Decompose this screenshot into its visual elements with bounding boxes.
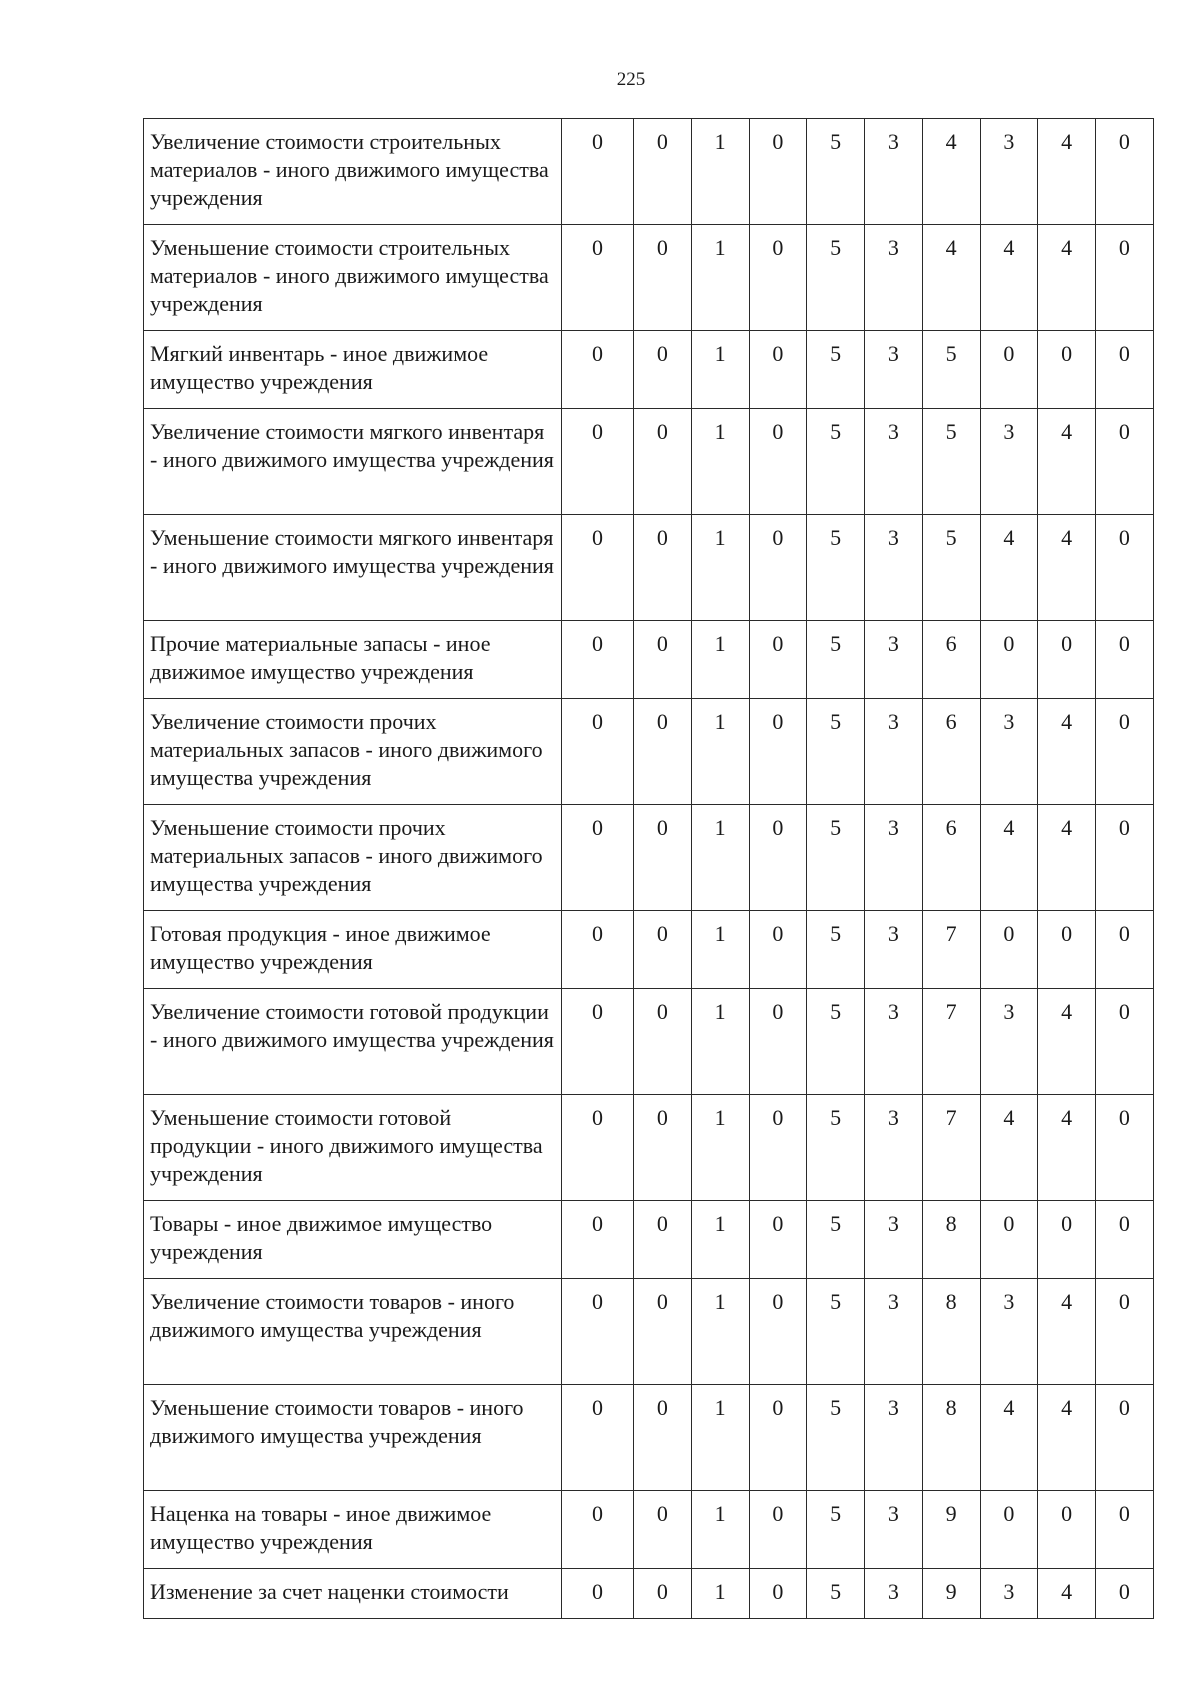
table-row <box>144 119 1154 225</box>
page-number: 225 <box>616 69 646 90</box>
row-name: Товары - иное движимое имущество учреждения <box>144 1201 562 1279</box>
code-digit: 5 <box>807 515 865 621</box>
table-row <box>144 1569 1154 1619</box>
code-digit: 0 <box>749 119 807 225</box>
code-digit: 1 <box>691 911 749 989</box>
code-digit: 3 <box>865 1201 923 1279</box>
code-digit: 0 <box>1096 699 1154 805</box>
code-digit: 0 <box>1096 621 1154 699</box>
code-digit: 5 <box>807 621 865 699</box>
table-row <box>144 1491 1154 1569</box>
code-digit: 0 <box>980 621 1038 699</box>
code-digit: 0 <box>980 1491 1038 1569</box>
code-digit: 0 <box>749 515 807 621</box>
code-digit: 1 <box>691 805 749 911</box>
code-digit: 3 <box>980 699 1038 805</box>
code-digit: 5 <box>807 1385 865 1491</box>
code-digit: 1 <box>691 225 749 331</box>
code-digit: 0 <box>562 409 634 515</box>
code-digit: 5 <box>807 1279 865 1385</box>
code-digit: 0 <box>634 1491 692 1569</box>
row-name: Уменьшение стоимости строительных материалов - иного движимого имущества учреждения <box>144 225 562 331</box>
code-digit: 5 <box>807 911 865 989</box>
code-digit: 4 <box>1038 1095 1096 1201</box>
code-digit: 0 <box>749 989 807 1095</box>
code-digit: 1 <box>691 621 749 699</box>
code-digit: 8 <box>922 1279 980 1385</box>
code-digit: 5 <box>807 409 865 515</box>
row-name: Увеличение стоимости строительных материалов - иного движимого имущества учреждения <box>144 119 562 225</box>
code-digit: 0 <box>634 331 692 409</box>
code-digit: 0 <box>562 805 634 911</box>
code-digit: 1 <box>691 1491 749 1569</box>
code-digit: 5 <box>807 1095 865 1201</box>
row-name: Увеличение стоимости мягкого инвентаря - иного движимого имущества учреждения <box>144 409 562 515</box>
code-digit: 1 <box>691 1385 749 1491</box>
code-digit: 1 <box>691 1279 749 1385</box>
table-row <box>144 621 1154 699</box>
code-digit: 6 <box>922 805 980 911</box>
code-digit: 0 <box>562 1491 634 1569</box>
code-digit: 1 <box>691 331 749 409</box>
code-digit: 0 <box>634 119 692 225</box>
code-digit: 4 <box>1038 989 1096 1095</box>
code-digit: 4 <box>922 119 980 225</box>
code-digit: 0 <box>1096 225 1154 331</box>
code-digit: 0 <box>749 911 807 989</box>
code-digit: 3 <box>980 1569 1038 1619</box>
table-row <box>144 1095 1154 1201</box>
code-digit: 7 <box>922 989 980 1095</box>
code-digit: 3 <box>980 989 1038 1095</box>
code-digit: 0 <box>634 515 692 621</box>
code-digit: 7 <box>922 1095 980 1201</box>
code-digit: 0 <box>749 805 807 911</box>
row-name: Наценка на товары - иное движимое имущество учреждения <box>144 1491 562 1569</box>
code-digit: 0 <box>1038 331 1096 409</box>
code-digit: 5 <box>807 989 865 1095</box>
row-name: Увеличение стоимости прочих материальных запасов - иного движимого имущества учреждения <box>144 699 562 805</box>
code-digit: 3 <box>865 699 923 805</box>
code-digit: 4 <box>1038 119 1096 225</box>
code-digit: 3 <box>865 621 923 699</box>
code-digit: 0 <box>634 1095 692 1201</box>
code-digit: 0 <box>1096 1095 1154 1201</box>
code-digit: 0 <box>634 699 692 805</box>
code-digit: 3 <box>865 1095 923 1201</box>
code-digit: 3 <box>865 331 923 409</box>
code-digit: 3 <box>865 119 923 225</box>
code-digit: 1 <box>691 409 749 515</box>
table-row <box>144 331 1154 409</box>
row-name: Уменьшение стоимости готовой продукции - иного движимого имущества учреждения <box>144 1095 562 1201</box>
table-row <box>144 409 1154 515</box>
code-digit: 0 <box>1038 1491 1096 1569</box>
code-digit: 0 <box>1096 911 1154 989</box>
code-digit: 0 <box>562 1095 634 1201</box>
code-digit: 0 <box>1096 409 1154 515</box>
table-row <box>144 1385 1154 1491</box>
code-digit: 3 <box>865 989 923 1095</box>
code-digit: 4 <box>980 225 1038 331</box>
code-digit: 0 <box>1038 621 1096 699</box>
code-digit: 1 <box>691 699 749 805</box>
code-digit: 0 <box>749 1491 807 1569</box>
code-digit: 0 <box>634 805 692 911</box>
code-digit: 0 <box>980 1201 1038 1279</box>
code-digit: 0 <box>562 119 634 225</box>
code-digit: 4 <box>1038 699 1096 805</box>
row-name: Готовая продукция - иное движимое имущество учреждения <box>144 911 562 989</box>
code-digit: 0 <box>562 331 634 409</box>
code-digit: 0 <box>749 331 807 409</box>
code-digit: 0 <box>634 409 692 515</box>
row-name: Уменьшение стоимости мягкого инвентаря - иного движимого имущества учреждения <box>144 515 562 621</box>
code-digit: 0 <box>1096 1385 1154 1491</box>
code-digit: 9 <box>922 1569 980 1619</box>
code-digit: 0 <box>1038 1201 1096 1279</box>
code-digit: 3 <box>980 1279 1038 1385</box>
code-digit: 0 <box>634 989 692 1095</box>
code-digit: 0 <box>562 225 634 331</box>
code-digit: 7 <box>922 911 980 989</box>
code-digit: 3 <box>865 911 923 989</box>
code-digit: 1 <box>691 989 749 1095</box>
code-digit: 5 <box>922 409 980 515</box>
code-digit: 4 <box>980 1095 1038 1201</box>
code-digit: 0 <box>1096 119 1154 225</box>
code-digit: 4 <box>1038 515 1096 621</box>
code-digit: 0 <box>634 225 692 331</box>
code-digit: 3 <box>980 119 1038 225</box>
code-digit: 0 <box>634 1569 692 1619</box>
code-digit: 8 <box>922 1385 980 1491</box>
code-digit: 6 <box>922 621 980 699</box>
code-digit: 5 <box>807 225 865 331</box>
row-name: Уменьшение стоимости прочих материальных запасов - иного движимого имущества учреждения <box>144 805 562 911</box>
code-digit: 5 <box>807 1569 865 1619</box>
code-digit: 5 <box>807 699 865 805</box>
row-name: Уменьшение стоимости товаров - иного движимого имущества учреждения <box>144 1385 562 1491</box>
code-digit: 5 <box>807 805 865 911</box>
code-digit: 0 <box>634 1279 692 1385</box>
code-digit: 4 <box>980 1385 1038 1491</box>
code-digit: 0 <box>1096 331 1154 409</box>
code-digit: 5 <box>807 1491 865 1569</box>
code-digit: 1 <box>691 1095 749 1201</box>
code-digit: 0 <box>1096 515 1154 621</box>
table-row <box>144 515 1154 621</box>
code-digit: 0 <box>634 621 692 699</box>
code-digit: 0 <box>749 1385 807 1491</box>
code-digit: 0 <box>749 621 807 699</box>
code-digit: 3 <box>865 515 923 621</box>
code-digit: 4 <box>980 515 1038 621</box>
code-digit: 4 <box>1038 805 1096 911</box>
code-digit: 0 <box>562 1279 634 1385</box>
table-row <box>144 911 1154 989</box>
code-digit: 0 <box>1096 1569 1154 1619</box>
row-name: Изменение за счет наценки стоимости <box>144 1569 562 1619</box>
code-digit: 0 <box>980 911 1038 989</box>
code-digit: 0 <box>1096 805 1154 911</box>
code-digit: 3 <box>865 805 923 911</box>
table-row <box>144 805 1154 911</box>
code-digit: 0 <box>634 911 692 989</box>
code-digit: 9 <box>922 1491 980 1569</box>
code-digit: 0 <box>562 621 634 699</box>
code-digit: 0 <box>562 515 634 621</box>
code-digit: 4 <box>1038 1279 1096 1385</box>
code-digit: 4 <box>1038 225 1096 331</box>
code-digit: 1 <box>691 119 749 225</box>
table-row <box>144 225 1154 331</box>
code-digit: 0 <box>1096 1491 1154 1569</box>
code-digit: 0 <box>1096 1279 1154 1385</box>
code-digit: 0 <box>562 989 634 1095</box>
code-digit: 3 <box>865 1279 923 1385</box>
code-digit: 4 <box>980 805 1038 911</box>
code-digit: 0 <box>749 1569 807 1619</box>
code-digit: 0 <box>980 331 1038 409</box>
code-digit: 3 <box>865 409 923 515</box>
table-row <box>144 989 1154 1095</box>
code-digit: 3 <box>865 225 923 331</box>
code-digit: 0 <box>749 225 807 331</box>
code-digit: 1 <box>691 1569 749 1619</box>
code-digit: 3 <box>865 1385 923 1491</box>
code-digit: 1 <box>691 1201 749 1279</box>
table-row <box>144 1279 1154 1385</box>
code-digit: 6 <box>922 699 980 805</box>
code-digit: 0 <box>1038 911 1096 989</box>
code-digit: 0 <box>749 1201 807 1279</box>
code-digit: 5 <box>922 515 980 621</box>
code-digit: 0 <box>562 1569 634 1619</box>
row-name: Увеличение стоимости товаров - иного движимого имущества учреждения <box>144 1279 562 1385</box>
code-digit: 0 <box>749 409 807 515</box>
account-codes-table <box>143 118 1154 1619</box>
code-digit: 4 <box>1038 409 1096 515</box>
code-digit: 4 <box>922 225 980 331</box>
code-digit: 3 <box>865 1491 923 1569</box>
code-digit: 0 <box>749 1095 807 1201</box>
code-digit: 3 <box>865 1569 923 1619</box>
code-digit: 0 <box>562 1385 634 1491</box>
code-digit: 0 <box>562 911 634 989</box>
code-digit: 5 <box>807 331 865 409</box>
code-digit: 0 <box>1096 989 1154 1095</box>
code-digit: 0 <box>749 699 807 805</box>
code-digit: 5 <box>807 1201 865 1279</box>
code-digit: 0 <box>634 1385 692 1491</box>
code-digit: 5 <box>807 119 865 225</box>
code-digit: 0 <box>749 1279 807 1385</box>
code-digit: 0 <box>634 1201 692 1279</box>
code-digit: 0 <box>562 699 634 805</box>
code-digit: 8 <box>922 1201 980 1279</box>
row-name: Прочие материальные запасы - иное движимое имущество учреждения <box>144 621 562 699</box>
table-row <box>144 1201 1154 1279</box>
code-digit: 5 <box>922 331 980 409</box>
code-digit: 4 <box>1038 1385 1096 1491</box>
code-digit: 4 <box>1038 1569 1096 1619</box>
code-digit: 1 <box>691 515 749 621</box>
code-digit: 0 <box>1096 1201 1154 1279</box>
row-name: Увеличение стоимости готовой продукции - иного движимого имущества учреждения <box>144 989 562 1095</box>
table-row <box>144 699 1154 805</box>
row-name: Мягкий инвентарь - иное движимое имущество учреждения <box>144 331 562 409</box>
code-digit: 3 <box>980 409 1038 515</box>
code-digit: 0 <box>562 1201 634 1279</box>
